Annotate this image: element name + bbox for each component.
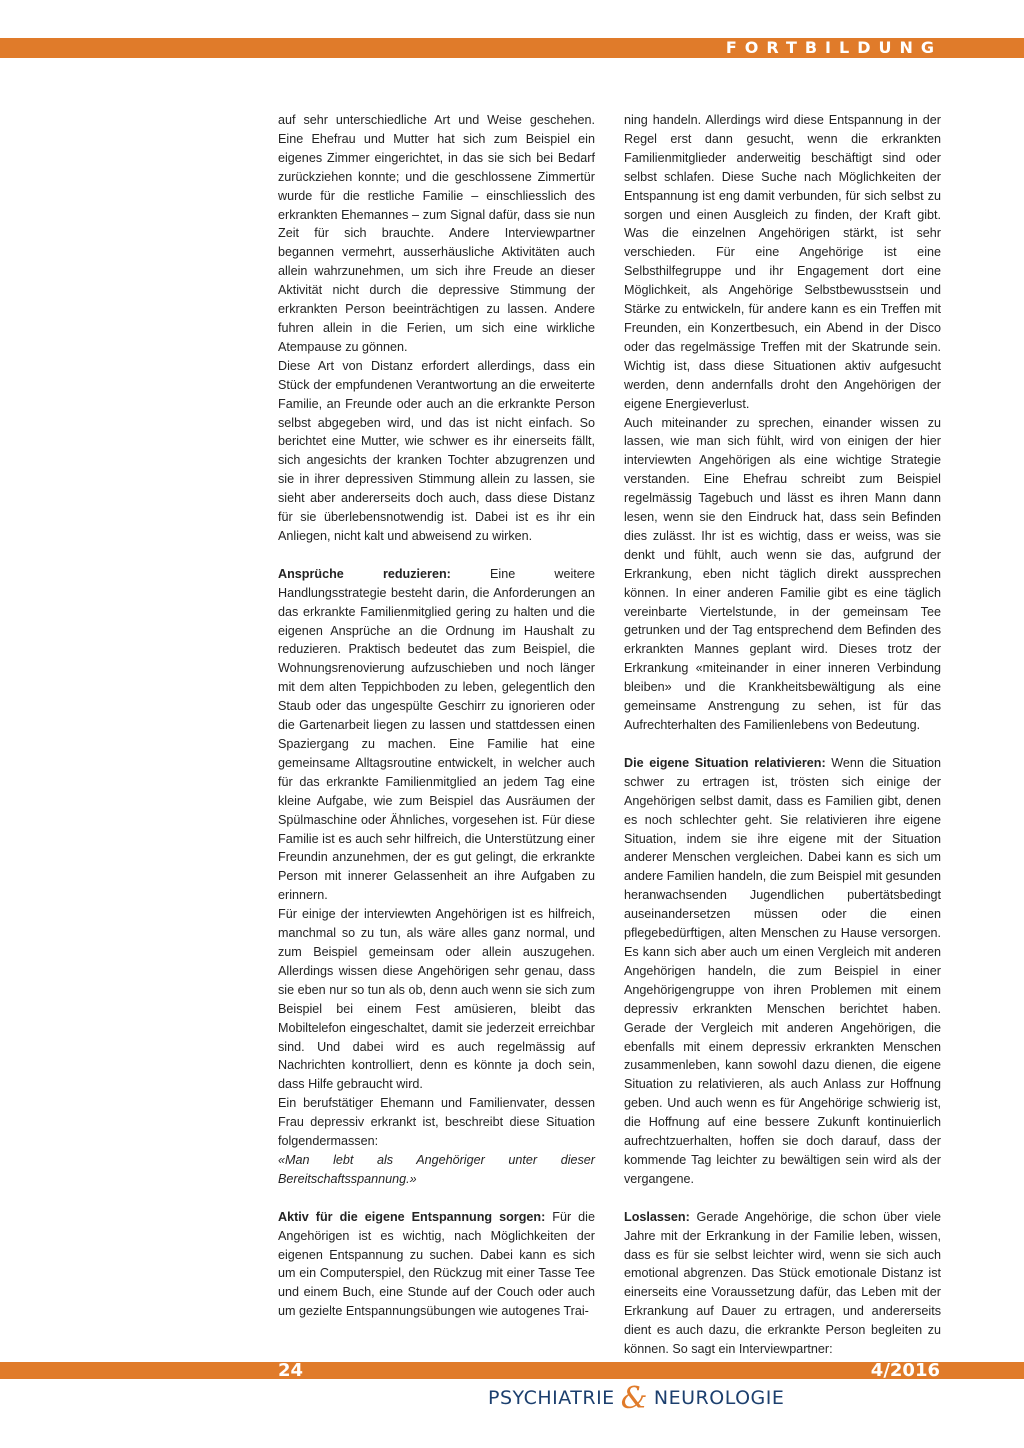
quote-text: «Man lebt als Angehöriger unter dieser Bereitschaftsspannung.» — [278, 1152, 595, 1186]
issue-number: 4/2016 — [870, 1360, 940, 1381]
left-column — [278, 111, 595, 1321]
paragraph: Für einige der interviewten Angehörigen ist es hilfreich, manchmal so zu tun, als wäre alles ganz normal, und zum Beispiel gemeinsam oder allein auszugehen. Allerdings wissen diese Angehörigen sehr genau, dass sie eben nur so tun als ob, denn auch wenn sie sich zum Beispiel bei einem Fest amüsieren, bleibt das Mobiltelefon eingeschaltet, damit sie jederzeit erreichbar sind. Und dabei wird es auch regelmässig auf Nachrichten kontrolliert, denn es könnte ja doch sein, dass Hilfe gebraucht wird. — [278, 907, 595, 1092]
paragraph — [624, 1208, 941, 1359]
subheading: Ansprüche reduzieren: — [278, 566, 451, 581]
subheading: Loslassen: — [624, 1209, 690, 1224]
subheading: Aktiv für die eigene Entspannung sorgen: — [278, 1209, 546, 1224]
paragraph — [278, 1208, 595, 1321]
paragraph — [278, 565, 595, 905]
paragraph-text: Eine weitere Handlungsstrategie besteht darin, die Anforderungen an das erkrankte Familienmitglied gering zu halten und die eigenen Ansprüche an die Ordnung im Haushalt zu reduzieren. Praktisch bedeutet das zum Beispiel, die Wohnungsrenovierung aufzuschieben und noch länger mit dem alten Teppichboden zu leben, gelegentlich den Staub oder das ungespülte Geschirr zu ignorieren oder die Gartenarbeit liegen zu lassen und stattdessen einen Spaziergang zu machen. Eine Familie hat eine gemeinsame Alltagsroutine entwickelt, in welcher auch für das erkrankte Familienmitglied an jedem Tag eine kleine Aufgabe, wie zum Beispiel das Ausräumen der Spülmaschine oder Ähnliches, vorgesehen ist. Für diese Familie ist es auch sehr hilfreich, die Unterstützung einer Freundin anzunehmen, der es gut gelingt, die erkrankte Person mit innerer Gelassenheit an ihre Aufgaben zu erinnern. — [278, 566, 595, 903]
section-label: FORTBILDUNG — [725, 38, 942, 57]
quote — [278, 1151, 595, 1189]
paragraph: Auch miteinander zu sprechen, einander wissen zu lassen, wie man sich fühlt, wird von einigen der hier interviewten Angehörigen als eine wichtige Strategie verstanden. Eine Ehefrau schreibt zum Beispiel regelmässig Tagebuch und lässt es ihren Mann dann lesen, wenn sie den Eindruck hat, dass sein Befinden dies zulässt. Ihr ist es wichtig, dass er weiss, was sie denkt und fühlt, auch wenn sie das, aufgrund der Erkrankung, eben nicht täglich direkt aussprechen können. In einer anderen Familie gibt es eine täglich vereinbarte Viertelstunde, in der gemeinsam Tee getrunken und der Tag entsprechend dem Befinden des erkrankten Mannes geplant wird. Dieses trotz der Erkrankung «miteinander in einer inneren Verbindung bleiben» und die Krankheitsbewältigung als eine gemeinsame Anstrengung zu sehen, ist für das Aufrechterhalten des Familienlebens von Bedeutung. — [624, 415, 941, 732]
paragraph: ning handeln. Allerdings wird diese Entspannung in der Regel erst dann gesucht, wenn die erkrankten Familienmitglieder anderweitig beschäftigt sind oder selbst schlafen. Diese Suche nach Möglichkeiten der Entspannung ist eng damit verbunden, für sich selbst zu sorgen und einen Ausgleich zu finden, der Kraft gibt. Was die einzelnen Angehörigen stärkt, ist sehr verschieden. Für eine Angehörige ist eine Selbsthilfegruppe und ihr Engagement dort eine Möglichkeit, als Angehörige Selbstbewusstsein und Stärke zu entwickeln, für andere kann es ein Treffen mit Freunden, ein Konzertbesuch, ein Abend in der Disco oder das regelmässige Treffen mit der Skatrunde sein. Wichtig ist, dass diese Situationen aktiv aufgesucht werden, denn andernfalls droht den Angehörigen der eigene Energieverlust. — [624, 113, 941, 411]
paragraph-text: Für die Angehörigen ist es wichtig, nach Möglichkeiten der eigenen Entspannung zu suchen. Dabei kann es sich um ein Computerspiel, den Rückzug mit einer Tasse Tee und einem Buch, eine Stunde auf der Couch oder auch um gezielte Entspannungsübungen wie autogenes Trai- — [278, 1209, 595, 1319]
paragraph: Ein berufstätiger Ehemann und Familienvater, dessen Frau depressiv erkrankt ist, beschreibt diese Situation folgendermassen: — [278, 1096, 595, 1149]
paragraph — [624, 754, 941, 1189]
paragraph: Diese Art von Distanz erfordert allerdings, dass ein Stück der empfundenen Verantwortung an die erweiterte Familie, an Freunde oder auch an die erkrankte Person selbst abgegeben wird, und das ist nicht einfach. So berichtet eine Mutter, wie schwer es ihr einerseits fällt, sich angesichts der kranken Tochter abzugrenzen und sie in ihrer depressiven Stimmung allein zu lassen, sie sieht aber andererseits doch auch, dass diese Distanz für sie überlebensnotwendig ist. Dabei ist es ihr ein Anliegen, nicht kalt und abweisend zu wirken. — [278, 358, 595, 543]
journal-name-left: PSYCHIATRIE — [488, 1387, 615, 1409]
journal-logo — [488, 1378, 784, 1418]
paragraph-text: Wenn die Situation schwer zu ertragen ist, trösten sich einige der Angehörigen selbst damit, dass es Familien gibt, denen es noch schlechter geht. Sie relativieren ihre eigene Situation, indem sie ihre eigene mit der Situation anderer Menschen vergleichen. Dabei kann es sich um andere Familien handeln, die zum Beispiel mit gesunden heranwachsenden Jugendlichen pubertätsbedingt auseinandersetzen müssen oder die einen pflegebedürftigen, alten Menschen zu Hause versorgen. Es kann sich aber auch um einen Vergleich mit anderen Angehörigen handeln, die zum Beispiel in einer Angehörigengruppe von ihren Problemen mit einem depressiv erkrankten Menschen berichtet haben. Gerade der Vergleich mit anderen Angehörigen, die ebenfalls mit einem depressiv erkrankten Menschen zusammenleben, kann sowohl dazu dienen, die eigene Situation zu relativieren, als auch Anlass zur Hoffnung geben. Und auch wenn es für Angehörige schwierig ist, die Hoffnung auf eine bessere Zukunft kontinuierlich aufrechtzuerhalten, hoffen sie doch darauf, dass der kommende Tag leichter zu bewältigen sein wird als der vergangene. — [624, 755, 941, 1186]
subheading: Die eigene Situation relativieren: — [624, 755, 826, 770]
journal-name-right: NEUROLOGIE — [653, 1387, 785, 1409]
footer-bar — [0, 1362, 1024, 1379]
right-column — [624, 111, 941, 1359]
paragraph-text: Gerade Angehörige, die schon über viele Jahre mit der Erkrankung in der Familie leben, wissen, dass es für sie selbst leichter wird, wenn sie sich auch emotional abgrenzen. Das Stück emotionale Distanz ist einerseits eine Voraussetzung dafür, das Leben mit der Erkrankung auf Dauer zu ertragen, und andererseits dient es auch dazu, die erkrankte Person begleiten zu können. So sagt ein Interviewpartner: — [624, 1209, 941, 1357]
page-number: 24 — [278, 1360, 304, 1381]
paragraph: auf sehr unterschiedliche Art und Weise geschehen. Eine Ehefrau und Mutter hat sich zum Beispiel ein eigenes Zimmer eingerichtet, in das sie sich bei Bedarf zurückziehen konnte; und die geschlossene Zimmertür wurde für die restliche Familie – einschliesslich des erkrankten Ehemannes – zum Signal dafür, dass sie nun Zeit für sich brauchte. Andere Interviewpartner begannen vermehrt, ausserhäusliche Aktivitäten auch allein wahrzunehmen, um sich ihre Freude an dieser Aktivität nicht durch die depressive Stimmung der erkrankten Person beeinträchtigen zu lassen. Andere fuhren allein in die Ferien, um sich eine wirkliche Atempause zu gönnen. — [278, 113, 595, 354]
ampersand-logo-icon: & — [620, 1380, 648, 1416]
header-bar — [0, 38, 1024, 58]
